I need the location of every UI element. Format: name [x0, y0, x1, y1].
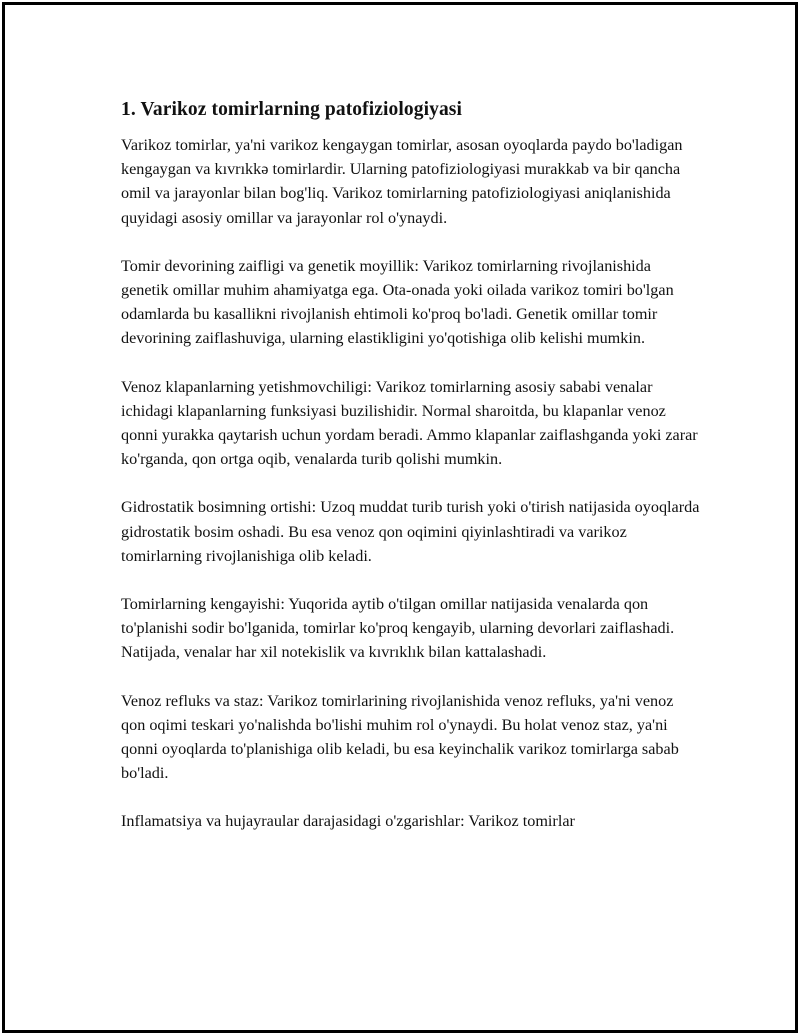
paragraph-reflux-stasis: Venoz refluks va staz: Varikoz tomirlarining rivojlanishida venoz refluks, ya'ni venoz qon oqimi teskari yo'nalishda bo'lishi muhim rol o'ynaydi. Bu holat venoz staz, ya'ni qonni oyoqlarda to'planishiga olib keladi, bu esa keyinchalik varikoz tomirlarga sabab bo'ladi.	[121, 691, 679, 783]
paragraph-inflammation: Inflamatsiya va hujayraular darajasidagi o'zgarishlar: Varikoz tomirlar	[121, 812, 575, 831]
paragraph-genetic-predisposition: Tomir devorining zaifligi va genetik moyillik: Varikoz tomirlarning rivojlanishida genetik omillar muhim ahamiyatga ega. Ota-onada yoki oilada varikoz tomiri bo'lgan odamlarda bu kasallikni rivojlanish ehtimoli ko'proq bo'ladi. Genetik omillar tomir devorining zaiflashuviga, ularning elastikligini yo'qotishiga olib kelishi mumkin.	[121, 256, 674, 348]
document-body	[121, 97, 701, 858]
paragraph-valve-insufficiency: Venoz klapanlarning yetishmovchiligi: Varikoz tomirlarning asosiy sababi venalar ichidagi klapanlarning funksiyasi buzilishidir. Normal sharoitda, bu klapanlar venoz qonni yurakka qaytarish uchun yordam beradi. Ammo klapanlar zaiflashganda yoki zarar ko'rganda, qon ortga oqib, venalarda turib qolishi mumkin.	[121, 377, 698, 469]
paragraph-vein-dilation: Tomirlarning kengayishi: Yuqorida aytib o'tilgan omillar natijasida venalarda qon to'planishi sodir bo'lganida, tomirlar ko'proq kengayib, ularning devorlari zaiflashadi. Natijada, venalar har xil notekislik va kıvrıklık bilan kattalashadi.	[121, 595, 675, 662]
paragraph-hydrostatic-pressure: Gidrostatik bosimning ortishi: Uzoq muddat turib turish yoki o'tirish natijasida oyoqlarda gidrostatik bosim oshadi. Bu esa venoz qon oqimini qiyinlashtiradi va varikoz tomirlarning rivojlanishiga olib keladi.	[121, 498, 700, 565]
page-title: 1. Varikoz tomirlarning patofiziologiyasi	[121, 99, 463, 120]
page-frame	[2, 2, 798, 1033]
paragraph-intro: Varikoz tomirlar, ya'ni varikoz kengaygan tomirlar, asosan oyoqlarda paydo bo'ladigan kengaygan va kıvrıkkə tomirlardir. Ularning patofiziologiyasi murakkab va bir qancha omil va jarayonlar bilan bog'liq. Varikoz tomirlarning patofiziologiyasi aniqlanishida quyidagi asosiy omillar va jarayonlar rol o'ynaydi.	[121, 136, 683, 227]
